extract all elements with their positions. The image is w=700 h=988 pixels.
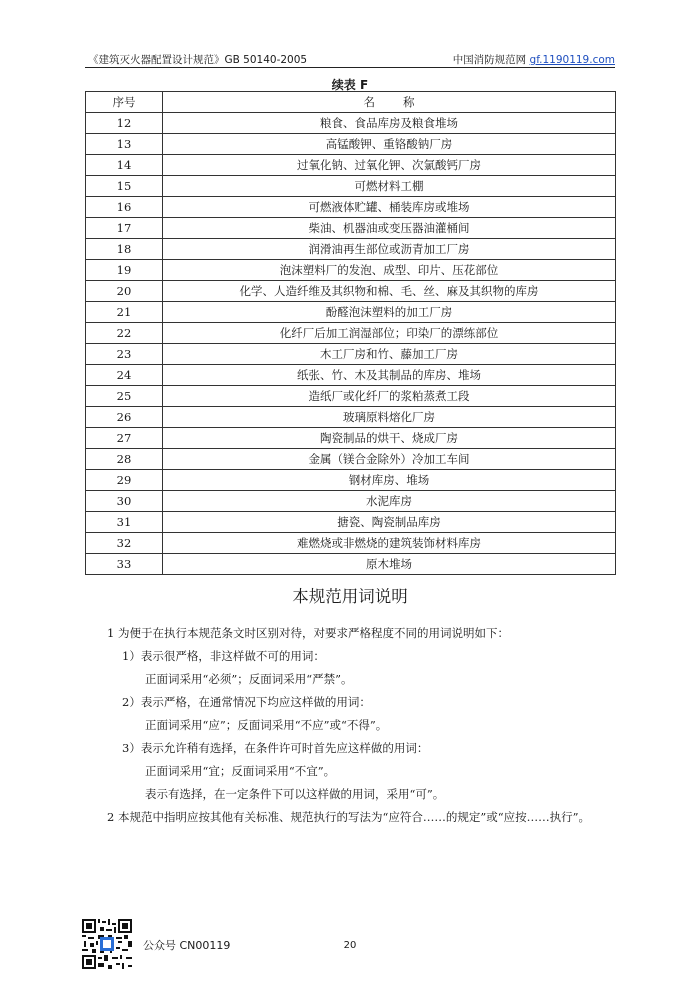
note-1-item-2: 2）表示严格，在通常情况下均应这样做的用词： — [122, 695, 371, 709]
row-number: 18 — [86, 239, 163, 260]
note-1-item-3-detail: 正面词采用“宜；反面词采用“不宜”。 — [145, 764, 336, 778]
row-name: 水泥库房 — [163, 491, 616, 512]
table-row — [86, 470, 616, 491]
row-name: 造纸厂或化纤厂的浆粕蒸煮工段 — [163, 386, 616, 407]
table-row — [86, 134, 616, 155]
header-rule — [85, 67, 615, 68]
note-2: 2 本规范中指明应按其他有关标准、规范执行的写法为“应符合……的规定”或“应按……执行”。 — [107, 810, 590, 824]
column-header-no: 序号 — [86, 92, 163, 113]
table-row — [86, 554, 616, 575]
table-row — [86, 155, 616, 176]
note-1-item-1: 1）表示很严格，非这样做不可的用词： — [122, 649, 325, 663]
row-name: 陶瓷制品的烘干、烧成厂房 — [163, 428, 616, 449]
table-row — [86, 386, 616, 407]
row-number: 32 — [86, 533, 163, 554]
row-number: 20 — [86, 281, 163, 302]
table-row — [86, 344, 616, 365]
row-name: 木工厂房和竹、藤加工厂房 — [163, 344, 616, 365]
table-body — [86, 113, 616, 575]
header-site-name: 中国消防规范网 — [452, 54, 527, 66]
row-number: 13 — [86, 134, 163, 155]
note-1: 1 为便于在执行本规范条文时区别对待，对要求严格程度不同的用词说明如下： — [107, 626, 509, 640]
wechat-account: 公众号 CN00119 — [143, 939, 231, 952]
table-row — [86, 491, 616, 512]
table-row — [86, 218, 616, 239]
row-number: 14 — [86, 155, 163, 176]
row-number: 15 — [86, 176, 163, 197]
row-number: 26 — [86, 407, 163, 428]
row-name: 泡沫塑料厂的发泡、成型、印片、压花部位 — [163, 260, 616, 281]
row-number: 21 — [86, 302, 163, 323]
table-row — [86, 197, 616, 218]
table-row — [86, 302, 616, 323]
row-number: 28 — [86, 449, 163, 470]
row-number: 22 — [86, 323, 163, 344]
row-number: 24 — [86, 365, 163, 386]
table-row — [86, 176, 616, 197]
row-number: 12 — [86, 113, 163, 134]
row-number: 33 — [86, 554, 163, 575]
header-site — [453, 52, 615, 67]
row-number: 31 — [86, 512, 163, 533]
row-name: 化纤厂后加工润湿部位；印染厂的漂练部位 — [163, 323, 616, 344]
table-row — [86, 260, 616, 281]
row-name: 钢材库房、堆场 — [163, 470, 616, 491]
row-name: 酚醛泡沫塑料的加工厂房 — [163, 302, 616, 323]
note-1-item-3-optional: 表示有选择，在一定条件下可以这样做的用词，采用“可”。 — [145, 787, 445, 801]
row-number: 19 — [86, 260, 163, 281]
table-row — [86, 533, 616, 554]
section-title: 本规范用词说明 — [292, 587, 408, 606]
table-caption: 续表 F — [331, 78, 369, 92]
table-row — [86, 512, 616, 533]
row-number: 16 — [86, 197, 163, 218]
table-row — [86, 281, 616, 302]
row-name: 玻璃原料熔化厂房 — [163, 407, 616, 428]
row-number: 27 — [86, 428, 163, 449]
row-number: 25 — [86, 386, 163, 407]
row-name: 金属（镁合金除外）冷加工车间 — [163, 449, 616, 470]
fire-risk-table — [85, 91, 616, 575]
row-name: 化学、人造纤维及其织物和棉、毛、丝、麻及其织物的库房 — [163, 281, 616, 302]
header-site-link[interactable]: gf.1190119.com — [529, 54, 615, 66]
table-row — [86, 365, 616, 386]
table-row — [86, 323, 616, 344]
table-row — [86, 407, 616, 428]
row-number: 30 — [86, 491, 163, 512]
row-number: 17 — [86, 218, 163, 239]
usage-notes — [88, 622, 616, 829]
note-1-item-1-detail: 正面词采用“必须”；反面词采用“严禁”。 — [145, 672, 353, 686]
row-name: 高锰酸钾、重铬酸钠厂房 — [163, 134, 616, 155]
row-name: 柴油、机器油或变压器油灌桶间 — [163, 218, 616, 239]
page-number: 20 — [343, 940, 357, 951]
row-name: 可燃液体贮罐、桶装库房或堆场 — [163, 197, 616, 218]
table-row — [86, 428, 616, 449]
note-1-item-2-detail: 正面词采用“应”；反面词采用“不应”或“不得”。 — [145, 718, 388, 732]
running-header — [88, 52, 615, 68]
header-standard-title: 《建筑灭火器配置设计规范》GB 50140-2005 — [88, 54, 308, 66]
row-name: 粮食、食品库房及粮食堆场 — [163, 113, 616, 134]
row-number: 23 — [86, 344, 163, 365]
column-header-name — [163, 92, 616, 113]
table-row — [86, 113, 616, 134]
note-1-item-3: 3）表示允许稍有选择，在条件许可时首先应这样做的用词： — [122, 741, 429, 755]
row-name: 过氧化钠、过氧化钾、次氯酸钙厂房 — [163, 155, 616, 176]
table-row — [86, 239, 616, 260]
row-name: 纸张、竹、木及其制品的库房、堆场 — [163, 365, 616, 386]
row-name: 润滑油再生部位或沥青加工厂房 — [163, 239, 616, 260]
row-name: 可燃材料工棚 — [163, 176, 616, 197]
table-header-row — [86, 92, 616, 113]
column-header-name-text: 名称 — [363, 94, 443, 109]
row-name: 难燃烧或非燃烧的建筑装饰材料库房 — [163, 533, 616, 554]
row-name: 搪瓷、陶瓷制品库房 — [163, 512, 616, 533]
row-number: 29 — [86, 470, 163, 491]
table-row — [86, 449, 616, 470]
row-name: 原木堆场 — [163, 554, 616, 575]
